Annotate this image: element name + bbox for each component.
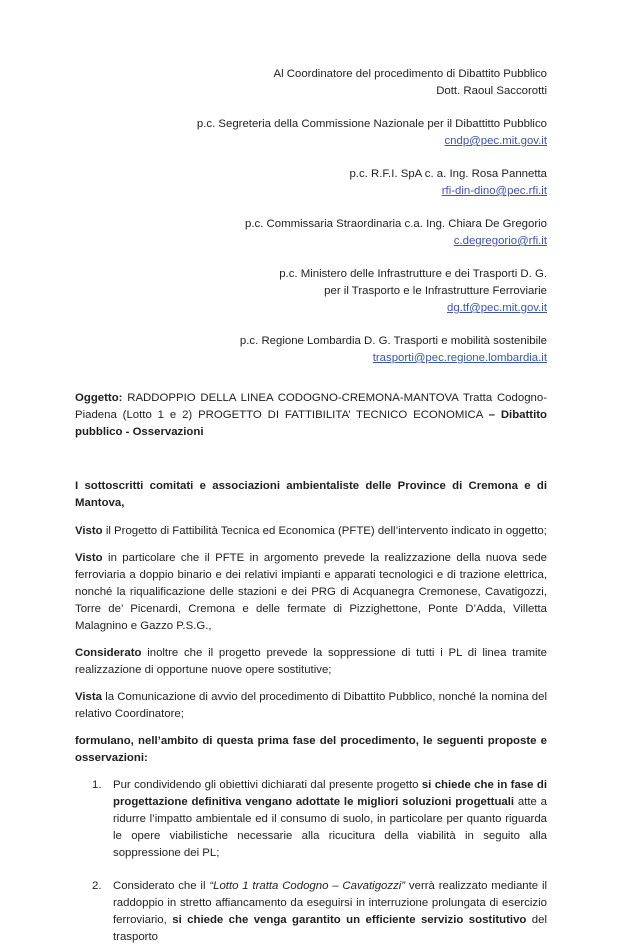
recipient-block-regione-lombardia xyxy=(75,333,547,367)
text-run: Visto xyxy=(75,552,103,564)
subject-line xyxy=(75,390,547,441)
recipient-line: p.c. Ministero delle Infrastrutture e dei Trasporti D. G. xyxy=(279,268,547,280)
recipient-block-ministero xyxy=(75,266,547,317)
text-run: RADDOPPIO DELLA LINEA CODOGNO-CREMONA-MANTOVA Tratta Codogno-Piadena (Lotto 1 e 2) PROGETTO DI FATTIBILITA’ TECNICO ECONOMICA xyxy=(75,392,547,421)
text-run: Pur condividendo gli obiettivi dichiarati dal presente progetto xyxy=(113,779,422,791)
email-link-cndp[interactable]: cndp@pec.mit.gov.it xyxy=(444,135,547,147)
paragraph-sottoscritti xyxy=(75,478,547,512)
list-item-1 xyxy=(75,777,547,862)
list-item-number: 1. xyxy=(92,779,102,791)
text-run: la Comunicazione di avvio del procedimento di Dibattito Pubblico, nonché la nomina del relativo Coordinatore; xyxy=(75,691,547,720)
text-run: Considerato xyxy=(75,647,142,659)
recipients xyxy=(75,66,547,367)
text-run: verrà realizzato mediante il raddoppio in stretto affiancamento da eseguirsi in interruzione prolungata di esercizio ferroviario, xyxy=(113,880,548,926)
text-run: atte a ridurre l’impatto ambientale ed il consumo di suolo, in particolare per quanto riguarda le opere viabilistiche necessarie alla ricucitura della viabilità in seguito alla soppressione dei PL; xyxy=(113,796,547,859)
recipient-line: p.c. Regione Lombardia D. G. Trasporti e mobilità sostenibile xyxy=(239,335,547,347)
text-run: il Progetto di Fattibilità Tecnica ed Economica (PFTE) dell’intervento indicato in oggetto; xyxy=(102,525,547,537)
email-link-regione[interactable]: trasporti@pec.regione.lombardia.it xyxy=(372,352,547,364)
recipient-line: per il Trasporto e le Infrastrutture Ferroviarie xyxy=(324,285,547,297)
text-run: Visto xyxy=(75,525,103,537)
paragraph-visto-particolare xyxy=(75,550,547,635)
text-run: Considerato che il xyxy=(113,880,210,892)
recipient-block-commissaria xyxy=(75,216,547,250)
text-run: I sottoscritti comitati e associazioni ambientaliste delle Province di Cremona e di Mantova, xyxy=(75,480,547,509)
list-item-2 xyxy=(75,878,547,946)
text-run: inoltre che il progetto prevede la soppressione di tutti i PL di linea tramite realizzazione di opportune nuove opere sostitutive; xyxy=(75,647,547,676)
recipient-line: p.c. R.F.I. SpA c. a. Ing. Rosa Pannetta xyxy=(349,168,547,180)
letter-body xyxy=(75,478,547,946)
paragraph-vista-comunicazione xyxy=(75,689,547,723)
text-run: si chiede che in fase di progettazione definitiva vengano adottate le migliori soluzioni progettuali xyxy=(113,779,547,808)
list-item-text xyxy=(113,878,547,946)
recipient-block-segreteria-cndp xyxy=(75,116,547,150)
email-link-degregorio[interactable]: c.degregorio@rfi.it xyxy=(453,235,547,247)
list-item-number: 2. xyxy=(92,880,102,892)
paragraph-visto-pfte xyxy=(75,523,547,540)
text-run: in particolare che il PFTE in argomento prevede la realizzazione della nuova sede ferroviaria a doppio binario e dei relativi impianti e apparati tecnologici e di trazione elettrica, nonché la riqualificazione delle stazioni e dei PRG di Acquanegra Cremonese, Cavatigozzi, Torre de’ Picenardi, Cremona e delle fermate di Pizzighettone, Ponte D’Adda, Villetta Malagnino e Gazzo P.S.G., xyxy=(75,552,547,632)
text-run: Vista xyxy=(75,691,103,703)
text-run: formulano, nell’ambito di questa prima fase del procedimento, le seguenti proposte e osservazioni: xyxy=(75,735,547,764)
text-run: Oggetto: xyxy=(75,392,123,404)
email-link-dgtf[interactable]: dg.tf@pec.mit.gov.it xyxy=(447,302,547,314)
paragraph-considerato xyxy=(75,645,547,679)
recipient-block-rfi xyxy=(75,166,547,200)
recipient-line: Dott. Raoul Saccorotti xyxy=(436,85,547,97)
text-run: si chiede che venga garantito un efficiente servizio sostitutivo xyxy=(172,914,527,926)
observations-list xyxy=(75,777,547,946)
recipient-block-coordinatore xyxy=(75,66,547,100)
recipient-line: p.c. Segreteria della Commissione Nazionale per il Dibattitto Pubblico xyxy=(196,118,547,130)
text-run: – Dibattito pubblico - Osservazioni xyxy=(75,409,548,438)
recipient-line: Al Coordinatore del procedimento di Dibattito Pubblico xyxy=(273,68,547,80)
list-item-text xyxy=(113,777,547,862)
email-link-rfi[interactable]: rfi-din-dino@pec.rfi.it xyxy=(441,185,547,197)
text-run: del trasporto xyxy=(113,914,547,943)
recipient-line: p.c. Commissaria Straordinaria c.a. Ing. Chiara De Gregorio xyxy=(245,218,547,230)
paragraph-formulano xyxy=(75,733,547,767)
text-run: “Lotto 1 tratta Codogno – Cavatigozzi” xyxy=(209,880,406,892)
